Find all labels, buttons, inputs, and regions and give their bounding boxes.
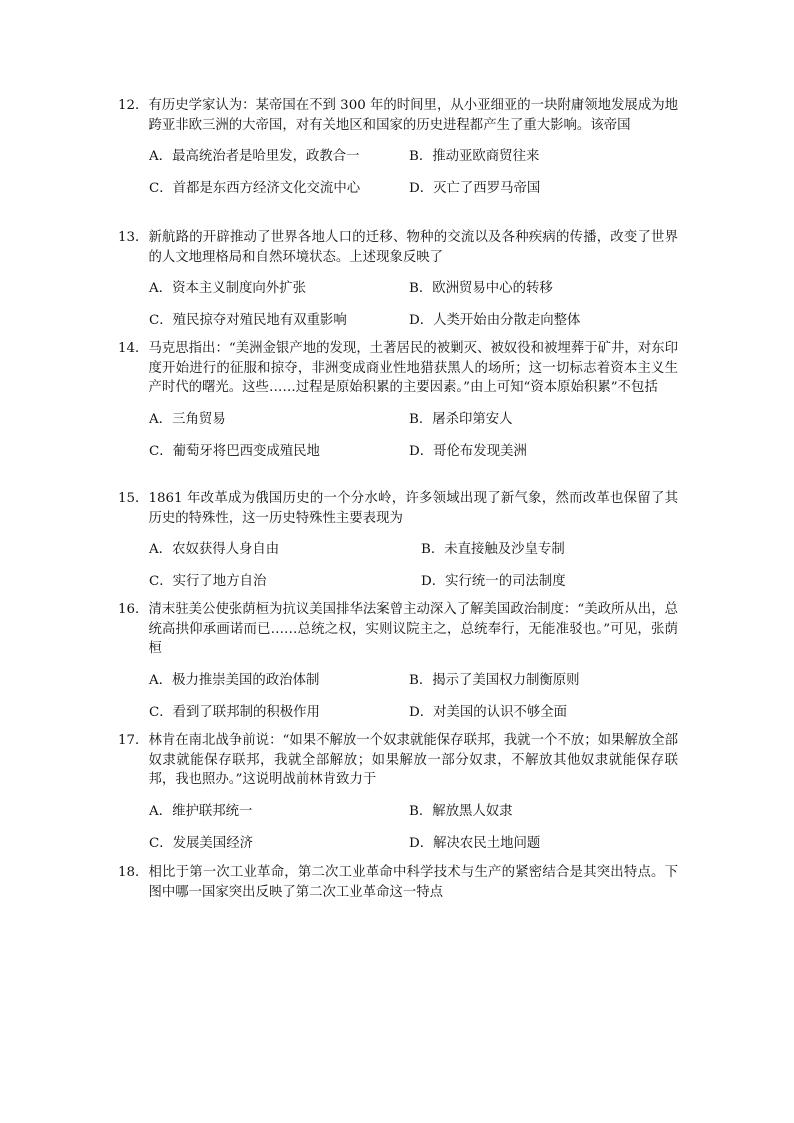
option-text: 极力推崇美国的政治体制 bbox=[172, 672, 320, 688]
option-a bbox=[149, 802, 252, 822]
question-text: 林肯在南北战争前说：“如果不解放一个奴隶就能保存联邦，我就一个不放；如果解放全部奴隶就能保存联邦，我就全部解放；如果解放一部分奴隶，不解放其他奴隶就能保存联邦，我也照办。”这说明战前林肯致力于 bbox=[148, 733, 678, 787]
option-text: 欧洲贸易中心的转移 bbox=[432, 281, 553, 296]
question-number: 15． bbox=[118, 491, 149, 506]
option-letter: D． bbox=[409, 181, 434, 196]
option-row bbox=[149, 802, 678, 822]
option-text: 灭亡了西罗马帝国 bbox=[433, 181, 541, 196]
option-text: 最高统治者是哈里发，政教合一 bbox=[172, 149, 360, 164]
option-a bbox=[149, 540, 279, 560]
question-13 bbox=[118, 228, 678, 331]
option-text: 三角贸易 bbox=[172, 411, 226, 427]
option-d bbox=[409, 703, 567, 723]
question-16 bbox=[118, 600, 678, 723]
option-a bbox=[149, 671, 319, 691]
option-letter: A． bbox=[149, 542, 173, 557]
option-text: 解决农民土地问题 bbox=[433, 835, 541, 851]
question-17 bbox=[118, 731, 678, 854]
question-stem bbox=[118, 489, 678, 528]
option-c bbox=[149, 572, 266, 592]
option-row bbox=[149, 279, 678, 299]
option-text: 屠杀印第安人 bbox=[432, 411, 513, 427]
question-text: 1861 年改革成为俄国历史的一个分水岭，许多领域出现了新气象，然而改革也保留了其历史的特殊性，这一历史特殊性主要表现为 bbox=[148, 491, 678, 526]
option-letter: A． bbox=[149, 411, 173, 427]
question-stem bbox=[118, 96, 678, 135]
option-text: 葡萄牙将巴西变成殖民地 bbox=[172, 443, 320, 459]
option-c bbox=[149, 703, 320, 723]
option-text: 实行了地方自治 bbox=[172, 574, 267, 589]
question-number: 12． bbox=[118, 98, 149, 113]
option-letter: A． bbox=[149, 281, 173, 296]
option-letter: C． bbox=[149, 181, 173, 196]
option-text: 看到了联邦制的积极作用 bbox=[172, 704, 320, 720]
option-text: 人类开始由分散走向整体 bbox=[433, 313, 581, 328]
option-text: 推动亚欧商贸往来 bbox=[432, 149, 540, 164]
option-text: 哥伦布发现美洲 bbox=[433, 443, 527, 459]
option-letter: C． bbox=[149, 443, 173, 459]
option-a bbox=[149, 147, 360, 167]
option-letter: C． bbox=[149, 704, 173, 720]
option-letter: A． bbox=[149, 803, 173, 819]
option-b bbox=[421, 540, 565, 560]
option-text: 发展美国经济 bbox=[172, 835, 253, 851]
option-d bbox=[421, 572, 566, 592]
option-b bbox=[409, 671, 580, 691]
question-text: 有历史学家认为：某帝国在不到 300 年的时间里，从小亚细亚的一块附庸领地发展成为地跨亚非欧三洲的大帝国，对有关地区和国家的历史进程都产生了重大影响。该帝国 bbox=[148, 98, 678, 133]
option-letter: D． bbox=[409, 704, 434, 720]
option-b bbox=[409, 802, 513, 822]
option-row bbox=[149, 572, 678, 592]
question-stem bbox=[118, 228, 678, 267]
option-d bbox=[409, 311, 580, 331]
option-letter: D． bbox=[409, 835, 434, 851]
option-text: 未直接触及沙皇专制 bbox=[444, 542, 565, 557]
option-text: 首都是东西方经济文化交流中心 bbox=[172, 181, 361, 196]
option-letter: B． bbox=[409, 803, 433, 819]
option-letter: B． bbox=[409, 672, 433, 688]
option-letter: C． bbox=[149, 574, 173, 589]
option-row bbox=[149, 442, 678, 462]
question-number: 13． bbox=[118, 230, 149, 245]
option-text: 解放黑人奴隶 bbox=[432, 803, 513, 819]
question-text: 相比于第一次工业革命，第二次工业革命中科学技术与生产的紧密结合是其突出特点。下图中哪一国家突出反映了第二次工业革命这一特点 bbox=[148, 865, 678, 900]
option-letter: B． bbox=[421, 542, 445, 557]
option-d bbox=[409, 179, 540, 199]
option-letter: D． bbox=[409, 313, 434, 328]
option-row bbox=[149, 311, 678, 331]
question-number: 16． bbox=[118, 602, 149, 617]
question-text: 清末驻美公使张荫桓为抗议美国排华法案曾主动深入了解美国政治制度：“美政所从出，总统高拱仰承画诺而已……总统之权，实则议院主之，总统奉行，无能准驳也。”可见，张荫桓 bbox=[148, 602, 678, 656]
option-text: 揭示了美国权力制衡原则 bbox=[432, 672, 580, 688]
option-letter: B． bbox=[409, 281, 433, 296]
question-stem bbox=[118, 863, 678, 902]
option-row bbox=[149, 410, 678, 430]
question-18 bbox=[118, 863, 678, 902]
option-row bbox=[149, 671, 678, 691]
option-b bbox=[409, 410, 513, 430]
option-text: 实行统一的司法制度 bbox=[445, 574, 566, 589]
option-c bbox=[149, 442, 320, 462]
option-a bbox=[149, 279, 306, 299]
question-text: 马克思指出：“美洲金银产地的发现，土著居民的被剿灭、被奴役和被埋葬于矿井，对东印度开始进行的征服和掠夺，非洲变成商业性地猎获黑人的场所；这一切标志着资本主义生产时代的曙光。这些……过程是原始积累的主要因素。”由上可知“资本原始积累”不包括 bbox=[148, 341, 678, 395]
option-row bbox=[149, 540, 678, 560]
option-c bbox=[149, 179, 360, 199]
option-letter: B． bbox=[409, 149, 433, 164]
question-text: 新航路的开辟推动了世界各地人口的迁移、物种的交流以及各种疾病的传播，改变了世界的人文地理格局和自然环境状态。上述现象反映了 bbox=[148, 230, 678, 265]
option-a bbox=[149, 410, 226, 430]
option-text: 农奴获得人身自由 bbox=[172, 542, 280, 557]
option-letter: C． bbox=[149, 835, 173, 851]
option-row bbox=[149, 834, 678, 854]
option-text: 殖民掠夺对殖民地有双重影响 bbox=[172, 313, 347, 328]
option-text: 资本主义制度向外扩张 bbox=[172, 281, 306, 296]
question-stem bbox=[118, 339, 678, 398]
option-letter: A． bbox=[149, 672, 173, 688]
question-12 bbox=[118, 96, 678, 199]
option-b bbox=[409, 279, 553, 299]
option-letter: C． bbox=[149, 313, 173, 328]
option-letter: D． bbox=[409, 443, 434, 459]
option-row bbox=[149, 703, 678, 723]
option-d bbox=[409, 442, 527, 462]
option-letter: B． bbox=[409, 411, 433, 427]
option-b bbox=[409, 147, 539, 167]
option-d bbox=[409, 834, 540, 854]
option-text: 对美国的认识不够全面 bbox=[433, 704, 568, 720]
option-row bbox=[149, 147, 678, 167]
question-stem bbox=[118, 600, 678, 659]
option-c bbox=[149, 311, 347, 331]
option-text: 维护联邦统一 bbox=[172, 803, 253, 819]
question-14 bbox=[118, 339, 678, 462]
option-letter: A． bbox=[149, 149, 173, 164]
option-c bbox=[149, 834, 253, 854]
question-stem bbox=[118, 731, 678, 790]
option-letter: D． bbox=[421, 574, 446, 589]
question-number: 18． bbox=[118, 865, 149, 880]
question-number: 14． bbox=[118, 341, 149, 356]
option-row bbox=[149, 179, 678, 199]
question-number: 17． bbox=[118, 733, 149, 748]
question-15 bbox=[118, 489, 678, 592]
